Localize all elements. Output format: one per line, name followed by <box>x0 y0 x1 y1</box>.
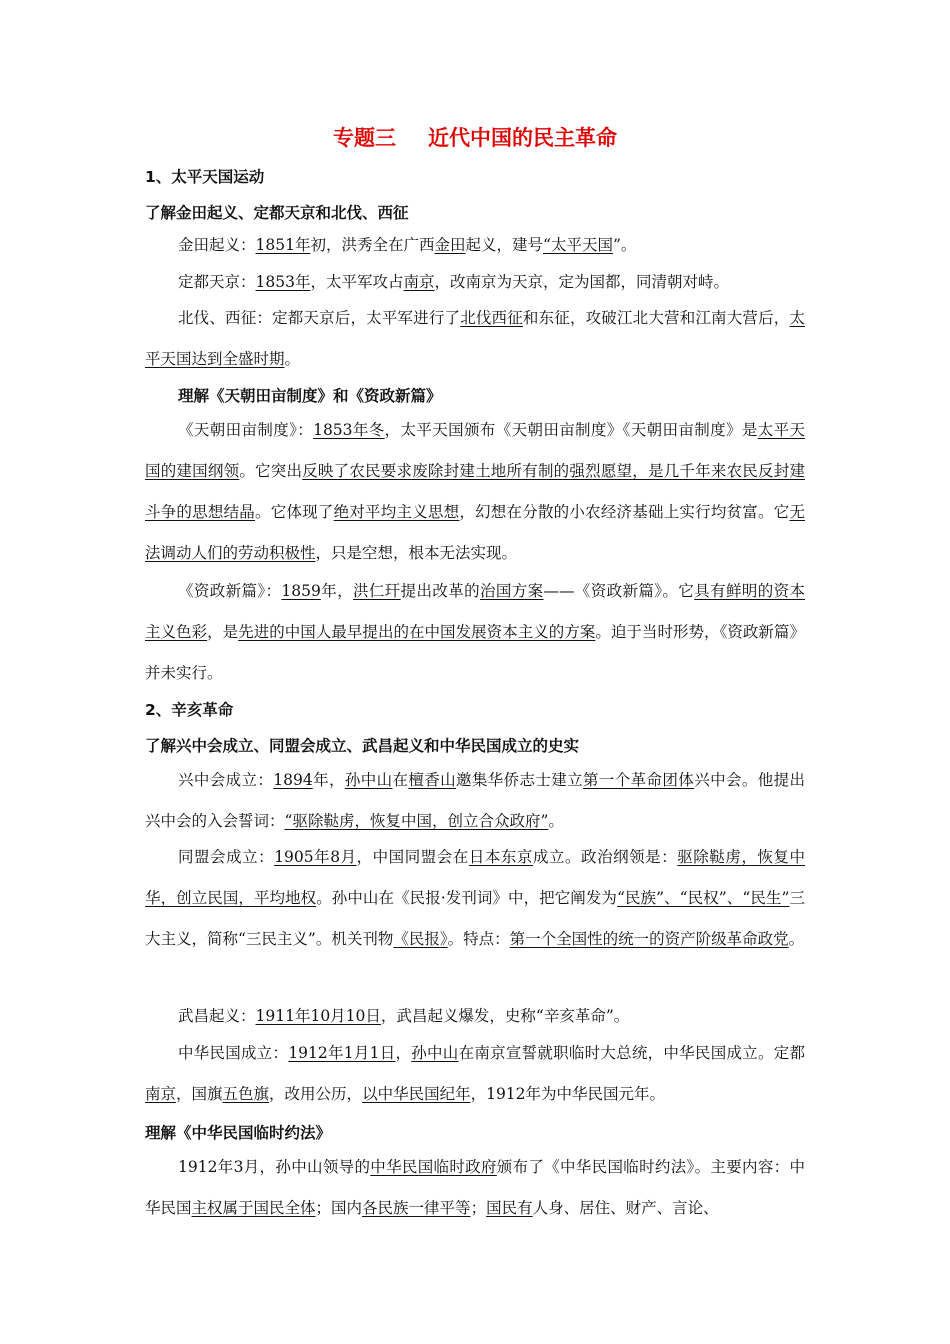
text-run: 兴中会。他提出兴中会的入会誓词： <box>145 771 805 830</box>
text-run: 和东征，攻破江北大营和江南大营后， <box>522 309 790 327</box>
section1-heading: 1、太平天国运动 <box>145 168 265 186</box>
underlined-key-term: 孙中山 <box>411 1044 459 1062</box>
underlined-key-term: 绝对平均主义思想 <box>333 503 460 521</box>
underlined-key-term: 洪仁玕 <box>352 582 401 600</box>
text-run: 颁布了《中华民国临时约法》。主要内容：中华民国 <box>145 1158 805 1217</box>
underlined-key-term: 南京 <box>403 273 435 291</box>
text-run: 中华民国成立： <box>178 1044 289 1062</box>
text-run: ”。 <box>612 236 637 254</box>
text-run: 北伐、西征：定都天京后，太平军进行了 <box>178 309 461 327</box>
underlined-key-term: 主权属于国民全体 <box>191 1199 316 1217</box>
text-run: 在南京宣誓就职临时大总统，中华民国成立。定都 <box>458 1044 805 1062</box>
underlined-key-term: 反映了农民要求废除封建土地所有制的强烈愿望，是几千年来农民反封建斗争的思想结晶 <box>145 462 805 521</box>
text-run: ，太平军攻占 <box>310 273 404 291</box>
text-run: ， <box>395 1044 412 1062</box>
text-run: 。它体现了 <box>255 503 334 521</box>
text-run: 初，洪秀全在广西 <box>310 236 435 254</box>
text-run: 。 <box>284 350 301 368</box>
page-title <box>0 122 950 152</box>
underlined-key-term: 第一个全国性的统一的资产阶级革命政党 <box>509 930 789 948</box>
text-run: 。 <box>548 812 564 830</box>
paragraph-yuefa <box>145 1147 805 1229</box>
text-run: 年， <box>312 771 345 789</box>
text-run: ，改用公历， <box>269 1085 363 1103</box>
paragraph-jintian <box>145 225 805 266</box>
text-run: ，只是空想，根本无法实现。 <box>315 544 518 562</box>
text-run: 。孙中山在《民报·发刊词》中，把它阐发为 <box>316 889 617 907</box>
underlined-key-term: “太平天国 <box>543 236 613 254</box>
underlined-key-term: 治国方案 <box>480 582 544 600</box>
text-run: 成立。政治纲领是： <box>532 848 678 866</box>
text-run: ——《资政新篇》。它 <box>543 582 695 600</box>
underlined-key-term: 无法调动人们的劳动积极性 <box>145 503 805 562</box>
section1-subheading-2: 理解《天朝田亩制度》和《资政新篇》 <box>178 387 442 405</box>
paragraph-xingzhong <box>145 760 805 842</box>
text-run: 起义，建号 <box>465 236 544 254</box>
underlined-key-term: 1912年1月1日 <box>288 1044 396 1062</box>
text-run: 三大主义，简称“三民主义”。机关刊物 <box>145 889 805 948</box>
text-run: 提出改革的 <box>400 582 481 600</box>
underlined-key-term: 1894 <box>273 771 313 789</box>
text-run: 。 <box>788 930 805 948</box>
text-run: ，太平天国颁布《天朝田亩制度》《天朝田亩制度》是 <box>384 421 758 439</box>
underlined-key-term: 太平天国达到全盛时期 <box>145 309 805 368</box>
underlined-key-term: 1853年 <box>255 273 311 291</box>
paragraph-zizheng <box>145 571 805 694</box>
underlined-key-term: 驱除鞑虏，恢复中华，创立民国，平均地权 <box>145 848 805 907</box>
underlined-key-term: 中华民国临时政府 <box>370 1158 497 1176</box>
text-run: 同盟会成立： <box>178 848 275 866</box>
text-run: ，改南京为天京，定为国都，同清朝对峙。 <box>434 273 730 291</box>
underlined-key-term: 以中华民国纪年 <box>362 1085 471 1103</box>
underlined-key-term: 1911年10月10日 <box>255 1007 381 1025</box>
underlined-key-term: 1859 <box>281 582 321 600</box>
underlined-key-term: 1905年8月 <box>274 848 357 866</box>
text-run: 在 <box>392 771 409 789</box>
text-run: 邀集华侨志士建立 <box>456 771 584 789</box>
text-run: 年， <box>320 582 353 600</box>
paragraph-minguo <box>145 1033 805 1115</box>
underlined-key-term: 具有鲜明的资本主义色彩 <box>145 582 805 641</box>
underlined-key-term: 南京 <box>145 1085 177 1103</box>
text-run: ；国内 <box>315 1199 363 1217</box>
title-part2: 近代中国的民主革命 <box>428 126 617 150</box>
underlined-key-term: 檀香山 <box>408 771 457 789</box>
paragraph-wuchang <box>145 996 805 1037</box>
underlined-key-term: 各民族一律平等 <box>362 1199 471 1217</box>
text-run: 人身、居住、财产、言论、 <box>532 1199 719 1217</box>
underlined-key-term: 五色旗 <box>222 1085 270 1103</box>
section2-subheading-1: 了解兴中会成立、同盟会成立、武昌起义和中华民国成立的史实 <box>145 737 580 755</box>
text-run: 金田起义： <box>178 236 256 254</box>
text-run: 《资政新篇》： <box>178 582 282 600</box>
underlined-key-term: 1851年 <box>255 236 311 254</box>
text-run: 兴中会成立： <box>178 771 274 789</box>
text-run: 武昌起义： <box>178 1007 256 1025</box>
text-run: 。特点： <box>447 930 510 948</box>
text-run: ，1912年为中华民国元年。 <box>470 1085 666 1103</box>
title-part1: 专题三 <box>333 126 396 150</box>
underlined-key-term: “驱除鞑虏，恢复中国，创立合众政府” <box>284 812 549 830</box>
underlined-key-term: 北伐西征 <box>460 309 523 327</box>
text-run: 《天朝田亩制度》： <box>178 421 314 439</box>
text-run: ，幻想在分散的小农经济基础上实行均贫富。它 <box>459 503 790 521</box>
text-run: ； <box>470 1199 487 1217</box>
text-run: ，武昌起义爆发，史称“辛亥革命”。 <box>380 1007 630 1025</box>
paragraph-tianchao <box>145 410 805 574</box>
underlined-key-term: 太平天国的建国纲领 <box>145 421 805 480</box>
text-run: 定都天京： <box>178 273 256 291</box>
text-run: ，中国同盟会在 <box>356 848 469 866</box>
section2-subheading-2: 理解《中华民国临时约法》 <box>145 1124 332 1142</box>
text-run: 。它突出 <box>239 462 303 480</box>
text-run: ，国旗 <box>176 1085 223 1103</box>
section2-heading: 2、辛亥革命 <box>145 701 234 719</box>
text-run: 1912年3月，孙中山领导的 <box>178 1158 371 1176</box>
section1-subheading-1: 了解金田起义、定都天京和北伐、西征 <box>145 204 409 222</box>
text-run: ，是 <box>207 623 239 641</box>
underlined-key-term: 《民报》 <box>393 930 448 948</box>
paragraph-beifa <box>145 298 805 380</box>
underlined-key-term: “民族”、“民权”、“民生” <box>617 889 790 907</box>
underlined-key-term: 金田 <box>434 236 466 254</box>
underlined-key-term: 国民有 <box>486 1199 533 1217</box>
underlined-key-term: 第一个革命团体 <box>583 771 695 789</box>
underlined-key-term: 先进的中国人最早提出的在中国发展资本主义的方案 <box>238 623 596 641</box>
paragraph-dingdu <box>145 262 805 303</box>
underlined-key-term: 1853年冬 <box>313 421 385 439</box>
paragraph-tongmeng <box>145 837 805 960</box>
text-run: 。迫于当时形势，《资政新篇》并未实行。 <box>145 623 805 682</box>
underlined-key-term: 日本东京 <box>468 848 533 866</box>
underlined-key-term: 孙中山 <box>344 771 393 789</box>
